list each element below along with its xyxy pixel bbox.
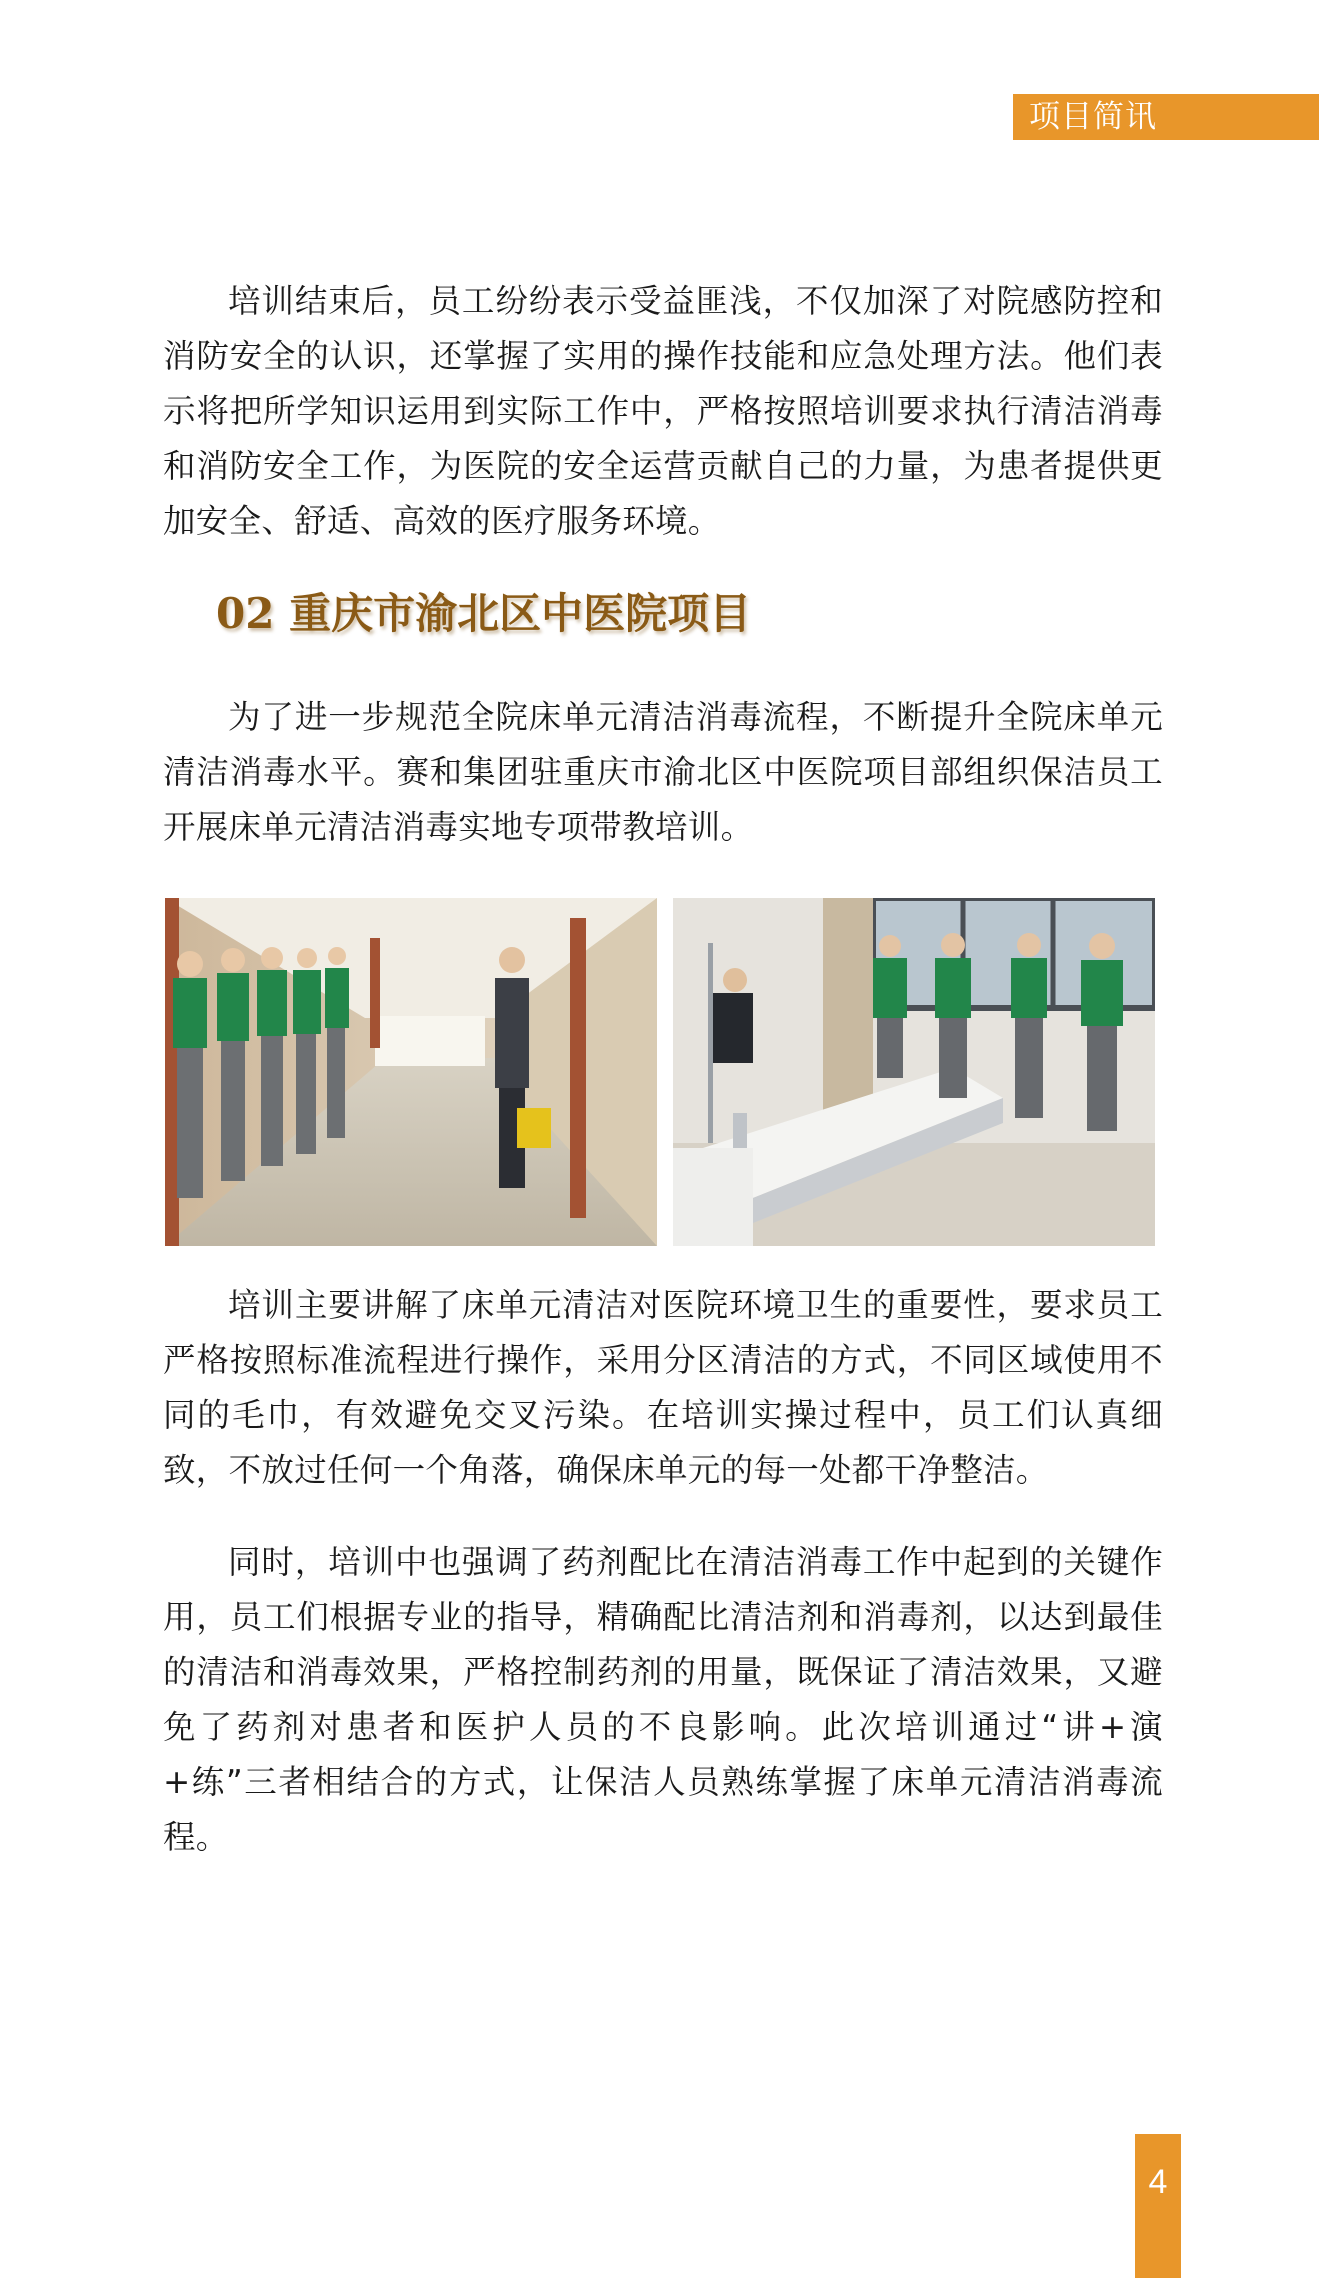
section-title: 02 重庆市渝北区中医院项目 [216, 589, 752, 638]
paragraph-training-content: 培训主要讲解了床单元清洁对医院环境卫生的重要性，要求员工严格按照标准流程进行操作，采用分区清洁的方式，不同区域使用不同的毛巾，有效避免交叉污染。在培训实操过程中，员工们认真细致，不放过任何一个角落，确保床单元的每一处都干净整洁。 [163, 1286, 1163, 1489]
photo-bed-demonstration [673, 898, 1155, 1246]
photo-corridor-training [165, 898, 657, 1246]
paragraph-training-feedback: 培训结束后，员工纷纷表示受益匪浅，不仅加深了对院感防控和消防安全的认识，还掌握了实用的操作技能和应急处理方法。他们表示将把所学知识运用到实际工作中，严格按照培训要求执行清洁消毒和消防安全工作，为医院的安全运营贡献自己的力量，为患者提供更加安全、舒适、高效的医疗服务环境。 [163, 282, 1163, 540]
paragraph-training-intro: 为了进一步规范全院床单元清洁消毒流程，不断提升全院床单元清洁消毒水平。赛和集团驻重庆市渝北区中医院项目部组织保洁员工开展床单元清洁消毒实地专项带教培训。 [163, 698, 1163, 846]
section-label: 项目简讯 [1013, 94, 1319, 140]
page-number: 4 [1135, 2134, 1181, 2278]
paragraph-chemical-ratio: 同时，培训中也强调了药剂配比在清洁消毒工作中起到的关键作用，员工们根据专业的指导，精确配比清洁剂和消毒剂，以达到最佳的清洁和消毒效果，严格控制药剂的用量，既保证了清洁效果，又避免了药剂对患者和医护人员的不良影响。此次培训通过“讲+演+练”三者相结合的方式，让保洁人员熟练掌握了床单元清洁消毒流程。 [163, 1543, 1163, 1856]
